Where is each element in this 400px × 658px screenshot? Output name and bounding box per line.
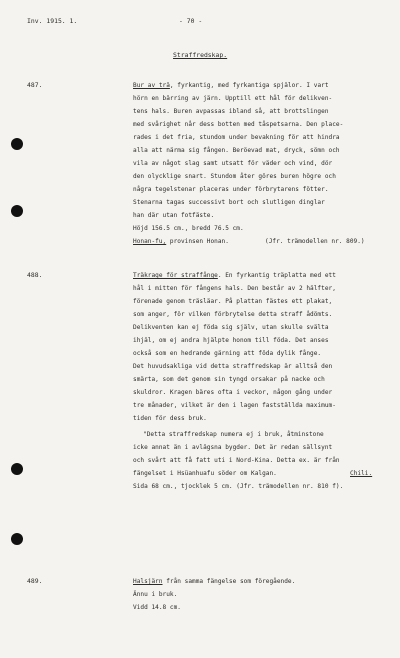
- entry-line: Stenarna tagas successivt bort och slutligen dinglar: [133, 199, 325, 206]
- entry-line: Det huvudsakliga vid detta straffredskap är alltså den: [133, 363, 333, 370]
- entry-number: 488.: [27, 271, 43, 279]
- entry-line: Delikventen kan ej föda sig själv, utan skulle svälta: [133, 324, 329, 331]
- section-title: Straffredskap.: [173, 51, 228, 59]
- entry-line: några tegelstenar placeras under förbrytarens fötter.: [133, 186, 329, 193]
- entry-line: "Detta straffredskap numera ej i bruk, åtminstone: [143, 431, 324, 438]
- entry-line: med svårighet når dess botten med tåspetsarna. Den place-: [133, 121, 344, 128]
- entry-line: tens hals. Buren avpassas ibland så, att brottslingen: [133, 108, 329, 115]
- entry-line: också som en hedrande gärning att föda dylik fånge.: [133, 350, 322, 357]
- entry-number: 487.: [27, 81, 43, 89]
- entry-title: Träkrage för straffånge: [133, 272, 218, 279]
- page-number: - 70 -: [179, 17, 203, 25]
- entry-dimensions: Höjd 156.5 cm., bredd 76.5 cm.: [133, 225, 244, 232]
- entry-line: tiden för dess bruk.: [133, 415, 207, 422]
- entry-dimensions: Vidd 14.8 cm.: [133, 604, 181, 611]
- entry-origin: Chili.: [350, 470, 373, 477]
- entry-line: Halsjärn från samma fängelse som föregående.: [133, 578, 296, 585]
- entry-line: han där utan fotfäste.: [133, 212, 215, 219]
- entry-number: 489.: [27, 577, 43, 585]
- entry-title: Bur av trä: [133, 82, 170, 89]
- entry-line: vila av något slag samt utsatt för väder och vind, dör: [133, 160, 333, 167]
- entry-line: hål i mitten för fångens hals. Den består av 2 hälfter,: [133, 285, 336, 292]
- entry-line: förenade genom träsläar. På plattan fästes ett plakat,: [133, 298, 333, 305]
- entry-line: alla att närma sig fången. Beröevad mat, dryck, sömn och: [133, 147, 340, 154]
- entry-line: hörn en bärring av järn. Upptill ett hål för delikven-: [133, 95, 333, 102]
- entry-line: smärta, som det genom sin tyngd orsakar på nacke och: [133, 376, 325, 383]
- entry-line: och svårt att få fatt uti i Nord-Kina. Detta ex. är från: [133, 457, 340, 464]
- entry-line: Bur av trä, fyrkantig, med fyrkantiga spjälor. I vart: [133, 82, 329, 89]
- entry-line: ihjäl, om ej andra hjälpte honom till föda. Det anses: [133, 337, 329, 344]
- punch-hole-icon: [11, 138, 23, 150]
- inventory-year: Inv. 1915. 1.: [27, 17, 78, 25]
- entry-line: icke annat än i avlägsna bygder. Det är redan sällsynt: [133, 444, 333, 451]
- entry-line: Ännu i bruk.: [133, 591, 178, 598]
- entry-line: som anger, för vilken förbrytelse detta straff ådömts.: [133, 311, 333, 318]
- entry-origin: Honan-fu, provinsen Honan.: [133, 238, 229, 245]
- entry-reference: (Jfr. trämodellen nr. 809.): [265, 238, 365, 245]
- entry-title: Halsjärn: [133, 578, 163, 585]
- entry-line: skuldror. Kragen bäres ofta i veckor, någon gång under: [133, 389, 333, 396]
- punch-hole-icon: [11, 463, 23, 475]
- punch-hole-icon: [11, 533, 23, 545]
- entry-line: rades i det fria, stundom under bevakning för att hindra: [133, 134, 340, 141]
- entry-line: Träkrage för straffånge. En fyrkantig träplatta med ett: [133, 272, 336, 279]
- entry-line: fängelset i Hsüanhuafu söder om Kalgan.: [133, 470, 277, 477]
- punch-hole-icon: [11, 205, 23, 217]
- entry-dimensions: Sida 68 cm., tjocklek 5 cm. (Jfr. trämodellen nr. 810 f).: [133, 483, 344, 490]
- entry-line: tre månader, vilket är den i lagen fastställda maximum-: [133, 402, 336, 409]
- entry-line: den olycklige snart. Stundom åter göres buren högre och: [133, 173, 336, 180]
